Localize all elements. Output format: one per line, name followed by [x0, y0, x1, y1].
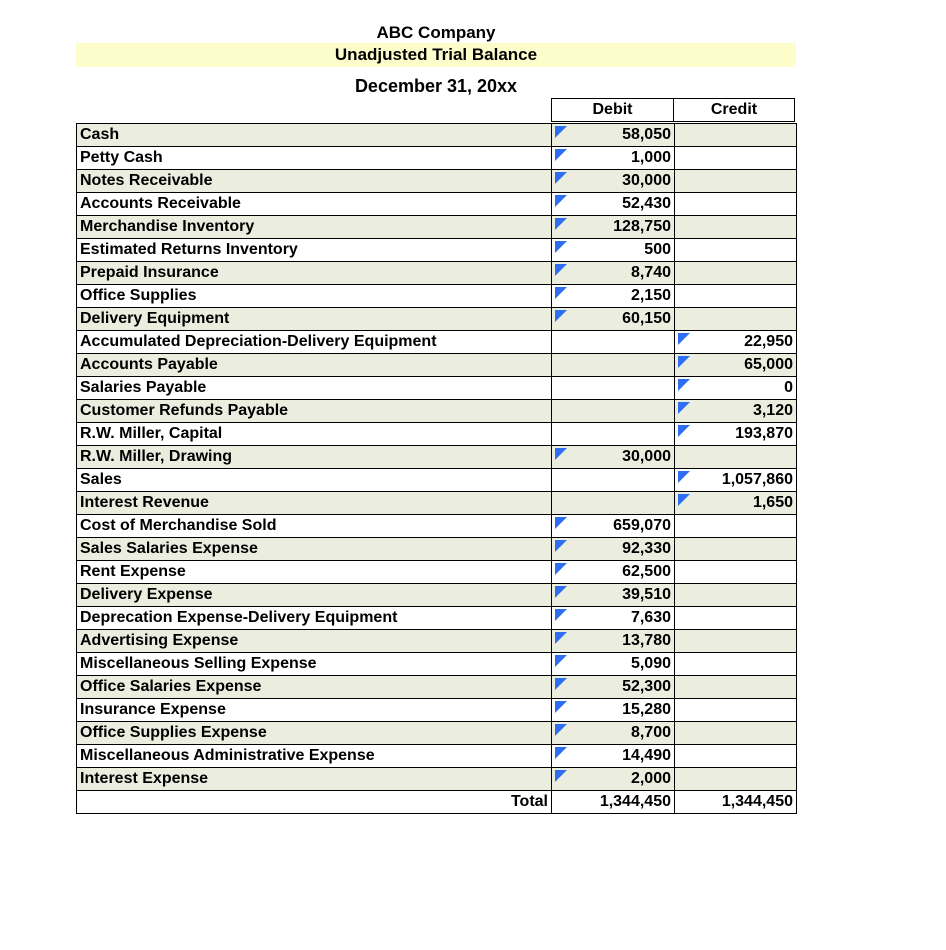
comment-marker-icon	[555, 172, 567, 184]
account-name-text: Estimated Returns Inventory	[80, 241, 298, 258]
debit-cell-text: 128,750	[613, 218, 671, 235]
credit-cell[interactable]	[675, 469, 797, 492]
table-row	[77, 423, 797, 446]
table-row	[77, 722, 797, 745]
debit-cell[interactable]	[552, 331, 675, 354]
account-name	[77, 492, 552, 515]
table-row	[77, 193, 797, 216]
debit-cell[interactable]	[552, 124, 675, 147]
debit-cell[interactable]	[552, 354, 675, 377]
comment-marker-icon	[555, 126, 567, 138]
report-date: December 31, 20xx	[354, 76, 518, 96]
account-name-text: Office Supplies Expense	[80, 724, 267, 741]
credit-cell[interactable]	[675, 262, 797, 285]
credit-cell[interactable]	[675, 630, 797, 653]
account-name	[77, 515, 552, 538]
account-name	[77, 630, 552, 653]
account-name-text: Office Supplies	[80, 287, 197, 304]
credit-cell[interactable]	[675, 492, 797, 515]
credit-cell[interactable]	[675, 400, 797, 423]
debit-cell-text: 60,150	[622, 310, 671, 327]
total-credit: 1,344,450	[675, 791, 797, 814]
comment-marker-icon	[678, 494, 690, 506]
debit-cell[interactable]	[552, 538, 675, 561]
debit-header: Debit	[551, 98, 673, 122]
account-name	[77, 423, 552, 446]
credit-cell[interactable]	[675, 216, 797, 239]
account-name-text: Miscellaneous Selling Expense	[80, 655, 317, 672]
account-name	[77, 768, 552, 791]
debit-cell[interactable]	[552, 607, 675, 630]
debit-cell-text: 14,490	[622, 747, 671, 764]
account-name	[77, 400, 552, 423]
comment-marker-icon	[678, 425, 690, 437]
table-row	[77, 745, 797, 768]
account-name-text: Insurance Expense	[80, 701, 226, 718]
table-row	[77, 262, 797, 285]
credit-cell[interactable]	[675, 147, 797, 170]
credit-cell-text: 0	[784, 379, 793, 396]
credit-cell[interactable]	[675, 354, 797, 377]
credit-cell-text: 3,120	[752, 402, 793, 419]
account-name	[77, 331, 552, 354]
debit-cell-text: 659,070	[613, 517, 671, 534]
credit-cell[interactable]	[675, 423, 797, 446]
comment-marker-icon	[678, 333, 690, 345]
debit-cell[interactable]	[552, 239, 675, 262]
credit-cell-text: 22,950	[744, 333, 793, 350]
debit-cell[interactable]	[552, 561, 675, 584]
table-row	[77, 676, 797, 699]
account-name-text: Interest Expense	[80, 770, 209, 787]
account-name-text: Sales	[80, 471, 122, 488]
credit-cell[interactable]	[675, 584, 797, 607]
table-row	[77, 607, 797, 630]
debit-cell[interactable]	[552, 630, 675, 653]
debit-cell[interactable]	[552, 377, 675, 400]
debit-cell-text: 62,500	[622, 563, 671, 580]
comment-marker-icon	[555, 310, 567, 322]
debit-cell[interactable]	[552, 676, 675, 699]
credit-cell-text: 1,057,860	[721, 471, 793, 488]
table-row	[77, 147, 797, 170]
comment-marker-icon	[555, 448, 567, 460]
account-name	[77, 193, 552, 216]
debit-cell[interactable]	[552, 745, 675, 768]
total-row	[77, 791, 797, 814]
comment-marker-icon	[555, 241, 567, 253]
account-name-text: Accounts Receivable	[80, 195, 241, 212]
comment-marker-icon	[555, 632, 567, 644]
table-row	[77, 561, 797, 584]
credit-cell-text: 65,000	[744, 356, 793, 373]
account-name-text: Sales Salaries Expense	[80, 540, 258, 557]
account-name-text: Delivery Equipment	[80, 310, 230, 327]
debit-cell[interactable]	[552, 446, 675, 469]
credit-cell[interactable]	[675, 538, 797, 561]
credit-cell[interactable]	[675, 308, 797, 331]
debit-cell[interactable]	[552, 492, 675, 515]
credit-cell[interactable]	[675, 377, 797, 400]
debit-cell[interactable]	[552, 400, 675, 423]
table-row	[77, 699, 797, 722]
debit-cell[interactable]	[552, 216, 675, 239]
debit-cell[interactable]	[552, 722, 675, 745]
debit-cell-text: 8,740	[630, 264, 671, 281]
credit-cell[interactable]	[675, 170, 797, 193]
account-name	[77, 538, 552, 561]
comment-marker-icon	[555, 517, 567, 529]
table-row	[77, 377, 797, 400]
table-row	[77, 216, 797, 239]
account-name-text: Cost of Merchandise Sold	[80, 517, 277, 534]
debit-cell[interactable]	[552, 653, 675, 676]
table-row	[77, 653, 797, 676]
debit-cell-text: 500	[644, 241, 671, 258]
comment-marker-icon	[555, 149, 567, 161]
table-row	[77, 285, 797, 308]
credit-cell[interactable]	[675, 239, 797, 262]
account-name	[77, 446, 552, 469]
table-row	[77, 170, 797, 193]
credit-cell[interactable]	[675, 607, 797, 630]
table-row	[77, 239, 797, 262]
account-name	[77, 607, 552, 630]
account-name-text: Deprecation Expense-Delivery Equipment	[80, 609, 398, 626]
account-name	[77, 745, 552, 768]
comment-marker-icon	[555, 563, 567, 575]
account-name-text: Prepaid Insurance	[80, 264, 219, 281]
credit-header: Credit	[673, 98, 795, 122]
credit-cell[interactable]	[675, 193, 797, 216]
credit-cell[interactable]	[675, 446, 797, 469]
comment-marker-icon	[555, 218, 567, 230]
account-name	[77, 722, 552, 745]
debit-cell-text: 13,780	[622, 632, 671, 649]
account-name-text: Delivery Expense	[80, 586, 213, 603]
account-name-text: R.W. Miller, Capital	[80, 425, 223, 442]
account-name	[77, 285, 552, 308]
account-name	[77, 308, 552, 331]
account-name-text: Accounts Payable	[80, 356, 218, 373]
account-name	[77, 653, 552, 676]
comment-marker-icon	[555, 724, 567, 736]
debit-cell-text: 92,330	[622, 540, 671, 557]
comment-marker-icon	[555, 747, 567, 759]
debit-cell[interactable]	[552, 262, 675, 285]
table-row	[77, 538, 797, 561]
account-name-text: Cash	[80, 126, 120, 143]
account-name	[77, 216, 552, 239]
comment-marker-icon	[555, 586, 567, 598]
debit-cell[interactable]	[552, 768, 675, 791]
account-name	[77, 239, 552, 262]
account-name-text: Rent Expense	[80, 563, 186, 580]
comment-marker-icon	[555, 264, 567, 276]
debit-cell[interactable]	[552, 170, 675, 193]
table-row	[77, 354, 797, 377]
account-name	[77, 124, 552, 147]
debit-cell[interactable]	[552, 423, 675, 446]
debit-cell-text: 39,510	[622, 586, 671, 603]
account-name-text: Interest Revenue	[80, 494, 209, 511]
debit-cell[interactable]	[552, 308, 675, 331]
debit-cell-text: 52,430	[622, 195, 671, 212]
account-name	[77, 170, 552, 193]
account-name-text: Salaries Payable	[80, 379, 207, 396]
debit-cell-text: 15,280	[622, 701, 671, 718]
account-name	[77, 469, 552, 492]
account-name-text: Miscellaneous Administrative Expense	[80, 747, 375, 764]
table-row	[77, 124, 797, 147]
comment-marker-icon	[555, 701, 567, 713]
credit-cell[interactable]	[675, 124, 797, 147]
debit-cell-text: 52,300	[622, 678, 671, 695]
credit-cell[interactable]	[675, 515, 797, 538]
account-name-text: R.W. Miller, Drawing	[80, 448, 233, 465]
credit-cell[interactable]	[675, 285, 797, 308]
credit-cell[interactable]	[675, 331, 797, 354]
comment-marker-icon	[555, 540, 567, 552]
comment-marker-icon	[678, 379, 690, 391]
debit-cell[interactable]	[552, 193, 675, 216]
debit-cell[interactable]	[552, 584, 675, 607]
comment-marker-icon	[555, 655, 567, 667]
debit-cell-text: 30,000	[622, 172, 671, 189]
table-row	[77, 308, 797, 331]
account-name	[77, 584, 552, 607]
comment-marker-icon	[555, 287, 567, 299]
account-name	[77, 676, 552, 699]
total-debit: 1,344,450	[552, 791, 675, 814]
account-name-text: Advertising Expense	[80, 632, 239, 649]
credit-cell[interactable]	[675, 745, 797, 768]
comment-marker-icon	[555, 609, 567, 621]
comment-marker-icon	[555, 195, 567, 207]
table-row	[77, 331, 797, 354]
account-name	[77, 699, 552, 722]
debit-cell[interactable]	[552, 699, 675, 722]
debit-cell[interactable]	[552, 147, 675, 170]
credit-cell[interactable]	[675, 561, 797, 584]
comment-marker-icon	[555, 770, 567, 782]
comment-marker-icon	[678, 402, 690, 414]
comment-marker-icon	[678, 356, 690, 368]
account-name	[77, 377, 552, 400]
credit-cell-text: 1,650	[752, 494, 793, 511]
trial-balance-table	[76, 123, 797, 814]
account-name-text: Office Salaries Expense	[80, 678, 262, 695]
table-row	[77, 469, 797, 492]
credit-cell[interactable]	[675, 722, 797, 745]
credit-cell[interactable]	[675, 653, 797, 676]
column-headers	[551, 98, 795, 122]
account-name	[77, 262, 552, 285]
credit-cell-text: 193,870	[735, 425, 793, 442]
debit-cell-text: 2,150	[630, 287, 671, 304]
table-row	[77, 515, 797, 538]
account-name-text: Accumulated Depreciation-Delivery Equipment	[80, 333, 437, 350]
table-row	[77, 630, 797, 653]
debit-cell-text: 58,050	[622, 126, 671, 143]
account-name	[77, 147, 552, 170]
table-row	[77, 446, 797, 469]
credit-cell[interactable]	[675, 699, 797, 722]
credit-cell[interactable]	[675, 676, 797, 699]
account-name-text: Merchandise Inventory	[80, 218, 255, 235]
comment-marker-icon	[555, 678, 567, 690]
table-row	[77, 492, 797, 515]
account-name-text: Notes Receivable	[80, 172, 213, 189]
debit-cell-text: 8,700	[630, 724, 671, 741]
credit-cell[interactable]	[675, 768, 797, 791]
comment-marker-icon	[678, 471, 690, 483]
debit-cell[interactable]	[552, 469, 675, 492]
table-row	[77, 584, 797, 607]
debit-cell-text: 1,000	[630, 149, 671, 166]
account-name-text: Customer Refunds Payable	[80, 402, 289, 419]
account-name	[77, 561, 552, 584]
company-name: ABC Company	[376, 23, 496, 42]
debit-cell[interactable]	[552, 515, 675, 538]
account-name-text: Petty Cash	[80, 149, 163, 166]
debit-cell[interactable]	[552, 285, 675, 308]
table-row	[77, 768, 797, 791]
debit-cell-text: 7,630	[630, 609, 671, 626]
debit-cell-text: 5,090	[630, 655, 671, 672]
table-row	[77, 400, 797, 423]
account-name	[77, 354, 552, 377]
report-title: Unadjusted Trial Balance	[76, 43, 796, 67]
total-label: Total	[77, 791, 552, 814]
debit-cell-text: 30,000	[622, 448, 671, 465]
debit-cell-text: 2,000	[630, 770, 671, 787]
